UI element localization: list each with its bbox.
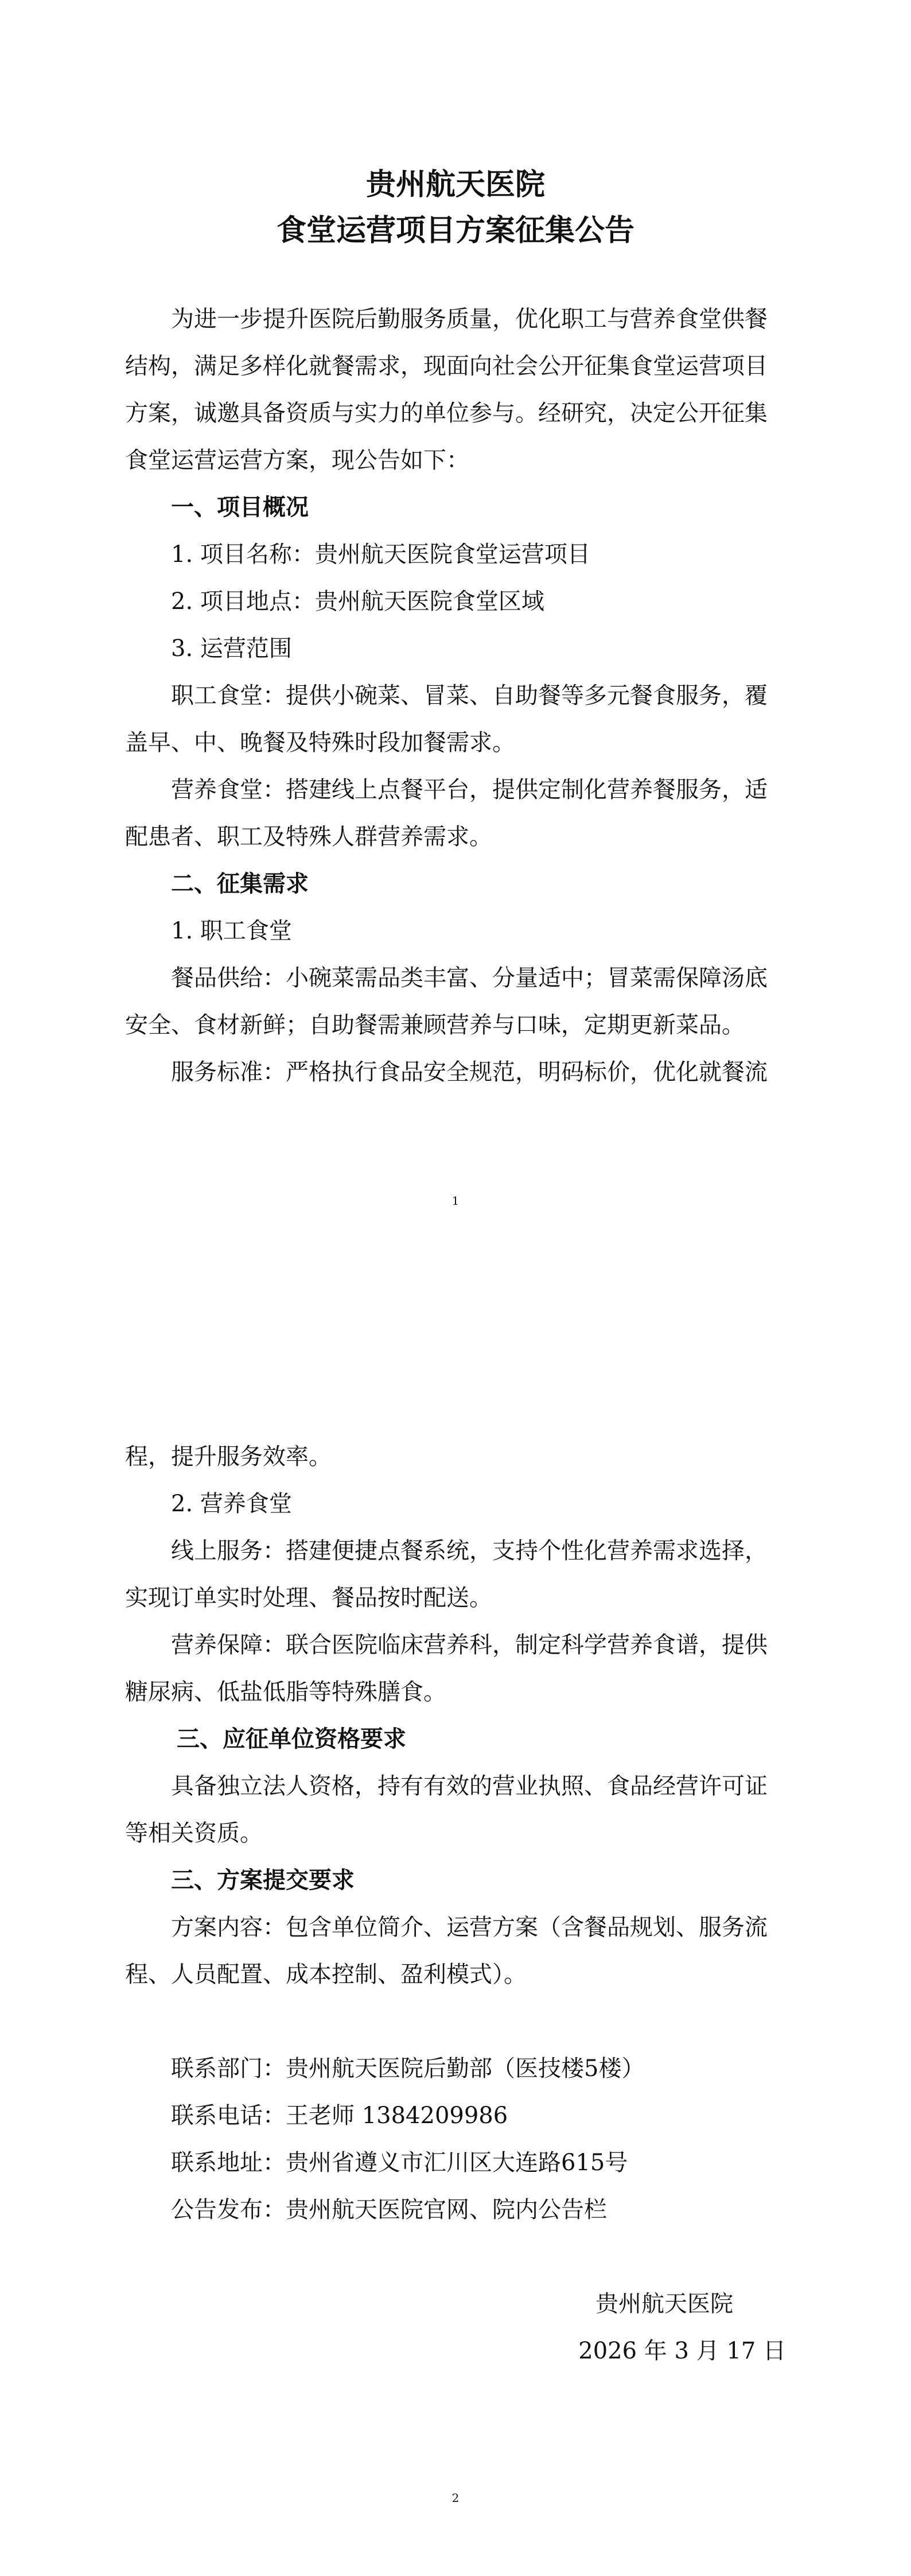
page-2: [0, 1320, 911, 2576]
contact-department: 联系部门：贵州航天医院后勤部（医技楼5楼）: [171, 2055, 645, 2082]
staff-canteen-text: 盖早、中、晚餐及特殊时段加餐需求。: [125, 730, 515, 756]
online-service-text: 线上服务：搭建便捷点餐系统，支持个性化营养需求选择，: [171, 1538, 768, 1564]
online-service-text: 实现订单实时处理、餐品按时配送。: [125, 1585, 492, 1611]
intro-line: 为进一步提升医院后勤服务质量，优化职工与营养食堂供餐: [171, 306, 768, 332]
intro-line: 方案，诚邀具备资质与实力的单位参与。经研究，决定公开征集: [125, 400, 768, 426]
intro-line: 食堂运营运营方案，现公告如下：: [125, 447, 469, 474]
subheading-nutrition-canteen: 2. 营养食堂: [171, 1491, 292, 1517]
contact-address: 联系地址：贵州省遵义市汇川区大连路615号: [171, 2150, 628, 2176]
page-number: 1: [451, 1194, 460, 1208]
section-heading-qualification: 三、应征单位资格要求: [177, 1726, 406, 1752]
title-line-2: 食堂运营项目方案征集公告: [276, 214, 634, 248]
service-standard-text: 程，提升服务效率。: [125, 1444, 332, 1470]
meal-supply-text: 餐品供给：小碗菜需品类丰富、分量适中；冒菜需保障汤底: [171, 965, 768, 991]
meal-supply-text: 安全、食材新鲜；自助餐需兼顾营养与口味，定期更新菜品。: [125, 1012, 745, 1038]
section-heading-overview: 一、项目概况: [171, 494, 309, 521]
section-heading-requirements: 二、征集需求: [171, 871, 309, 897]
project-name: 1. 项目名称：贵州航天医院食堂运营项目: [171, 541, 590, 568]
page-number: 2: [451, 2491, 460, 2505]
intro-line: 结构，满足多样化就餐需求，现面向社会公开征集食堂运营项目: [125, 353, 768, 379]
project-location: 2. 项目地点：贵州航天医院食堂区域: [171, 588, 544, 615]
subheading-staff-canteen: 1. 职工食堂: [171, 918, 292, 944]
qualification-text: 等相关资质。: [125, 1820, 263, 1846]
nutrition-guarantee-text: 营养保障：联合医院临床营养科，制定科学营养食谱，提供: [171, 1632, 768, 1658]
staff-canteen-text: 职工食堂：提供小碗菜、冒菜、自助餐等多元餐食服务，覆: [171, 682, 768, 709]
section-heading-submission: 三、方案提交要求: [171, 1867, 355, 1894]
contact-phone: 联系电话：王老师 1384209986: [171, 2102, 508, 2129]
service-standard-text: 服务标准：严格执行食品安全规范，明码标价，优化就餐流: [171, 1059, 768, 1085]
nutrition-canteen-text: 营养食堂：搭建线上点餐平台，提供定制化营养餐服务，适: [171, 777, 768, 803]
signature-date: 2026 年 3 月 17 日: [578, 2338, 786, 2364]
signature-organization: 贵州航天医院: [595, 2291, 733, 2317]
qualification-text: 具备独立法人资格，持有有效的营业执照、食品经营许可证: [171, 1773, 768, 1799]
nutrition-guarantee-text: 糖尿病、低盐低脂等特殊膳食。: [125, 1679, 446, 1705]
nutrition-canteen-text: 配患者、职工及特殊人群营养需求。: [125, 824, 492, 850]
submission-text: 方案内容：包含单位简介、运营方案（含餐品规划、服务流: [171, 1914, 768, 1941]
title-line-1: 贵州航天医院: [365, 168, 545, 202]
publish-channel: 公告发布：贵州航天医院官网、院内公告栏: [171, 2197, 607, 2223]
submission-text: 程、人员配置、成本控制、盈利模式）。: [125, 1961, 527, 1988]
operation-scope: 3. 运营范围: [171, 635, 292, 662]
